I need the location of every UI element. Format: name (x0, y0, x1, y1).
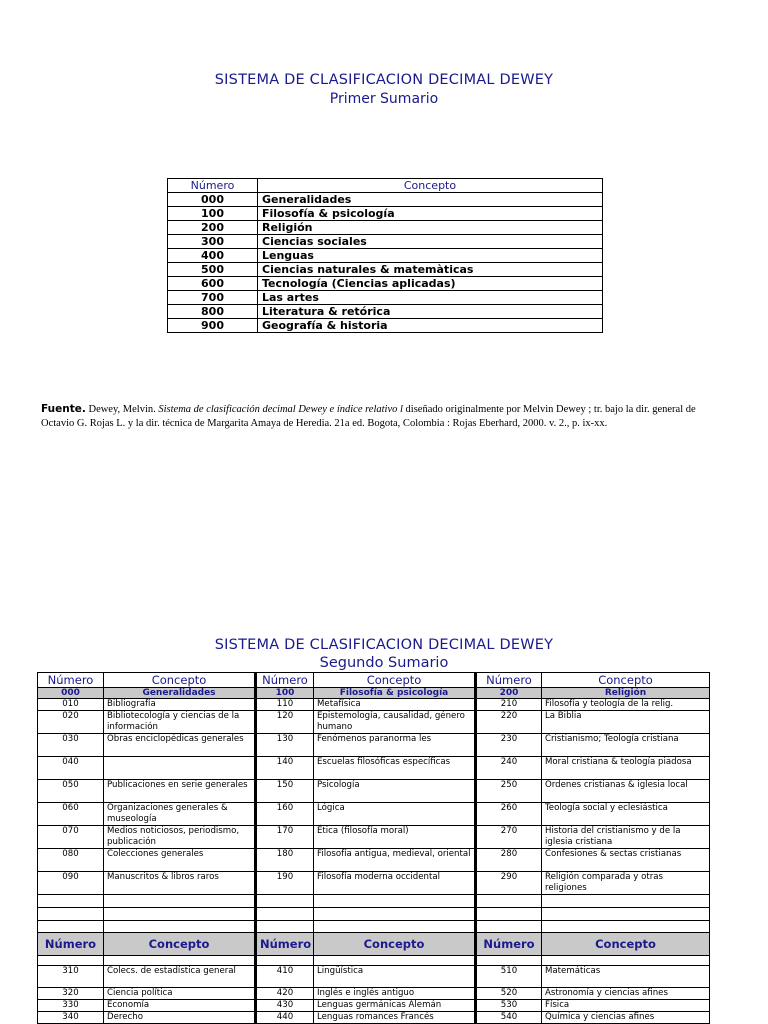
table-row (168, 207, 603, 221)
table-row (168, 305, 603, 319)
numero-cell: 320 (38, 988, 104, 1000)
concepto-cell: Lenguas (258, 249, 603, 263)
numero-cell: 050 (38, 780, 104, 803)
concepto-cell: Psicología (314, 780, 476, 803)
concepto-cell: Ética (filosofía moral) (314, 826, 476, 849)
concepto-cell: Ciencias naturales & matemàticas (258, 263, 603, 277)
concepto-cell: Lenguas germánicas Alemán (314, 1000, 476, 1012)
table-row (38, 780, 710, 803)
table-header-row (168, 179, 603, 193)
numero-cell: 700 (168, 291, 258, 305)
concepto-cell: Astronomía y ciencias afines (542, 988, 710, 1000)
concepto-cell: Filosofía moderna occidental (314, 872, 476, 895)
numero-cell: 190 (256, 872, 314, 895)
numero-cell: 800 (168, 305, 258, 319)
concepto-cell: Medios noticiosos, periodismo, publicación (104, 826, 256, 849)
primer-title: SISTEMA DE CLASIFICACION DECIMAL DEWEY (214, 72, 554, 88)
concepto-cell: Inglés e inglés antiguo (314, 988, 476, 1000)
numero-cell: 120 (256, 711, 314, 734)
col-header-concepto: Concepto (542, 933, 710, 956)
numero-cell (476, 956, 542, 966)
table-row (168, 291, 603, 305)
numero-cell: 060 (38, 803, 104, 826)
numero-cell: 280 (476, 849, 542, 872)
col-header-concepto: Concepto (104, 673, 256, 688)
numero-cell: 000 (38, 688, 104, 699)
col-header-numero: Número (38, 673, 104, 688)
fuente-author: Dewey, Melvin. (88, 404, 156, 415)
numero-cell: 430 (256, 1000, 314, 1012)
numero-cell: 290 (476, 872, 542, 895)
numero-cell: 090 (38, 872, 104, 895)
numero-cell: 040 (38, 757, 104, 780)
concepto-cell: Lingüística (314, 966, 476, 988)
concepto-cell: Confesiones & sectas cristianas (542, 849, 710, 872)
numero-cell: 230 (476, 734, 542, 757)
concepto-cell: Generalidades (104, 688, 256, 699)
segundo-subtitle: Segundo Sumario (319, 655, 449, 671)
col-header-numero: Número (476, 673, 542, 688)
numero-cell: 310 (38, 966, 104, 988)
concepto-cell: Matemáticas (542, 966, 710, 988)
col-header-concepto: Concepto (314, 933, 476, 956)
numero-cell (38, 895, 104, 908)
table-row (38, 872, 710, 895)
concepto-cell: Colecciones generales (104, 849, 256, 872)
col-header-numero: Número (476, 933, 542, 956)
concepto-cell: Economía (104, 1000, 256, 1012)
concepto-cell: Bibliotecología y ciencias de la información (104, 711, 256, 734)
table-row (38, 966, 710, 988)
numero-cell (256, 921, 314, 933)
table-row (168, 193, 603, 207)
numero-cell (476, 908, 542, 921)
primer-sumario-table (167, 178, 603, 333)
concepto-cell (104, 757, 256, 780)
numero-cell: 150 (256, 780, 314, 803)
numero-cell: 530 (476, 1000, 542, 1012)
concepto-cell: Teología social y eclesiástica (542, 803, 710, 826)
col-header-numero: Número (168, 179, 258, 193)
numero-cell: 340 (38, 1012, 104, 1024)
table-row (38, 849, 710, 872)
table-row (168, 235, 603, 249)
numero-cell: 420 (256, 988, 314, 1000)
numero-cell: 000 (168, 193, 258, 207)
numero-cell: 260 (476, 803, 542, 826)
table-row (168, 277, 603, 291)
numero-cell: 900 (168, 319, 258, 333)
table-row (38, 1012, 710, 1024)
concepto-cell: Metafísica (314, 699, 476, 711)
numero-cell: 520 (476, 988, 542, 1000)
numero-cell (476, 921, 542, 933)
table-row (38, 908, 710, 921)
col-header-numero: Número (256, 673, 314, 688)
table-row (168, 319, 603, 333)
concepto-cell: Filosofía & psicología (314, 688, 476, 699)
concepto-cell (314, 921, 476, 933)
table-row (38, 711, 710, 734)
numero-cell: 180 (256, 849, 314, 872)
numero-cell: 010 (38, 699, 104, 711)
concepto-cell: Bibliografía (104, 699, 256, 711)
concepto-cell: Escuelas filosóficas específicas (314, 757, 476, 780)
concepto-cell: Obras enciclopédicas generales (104, 734, 256, 757)
numero-cell (256, 908, 314, 921)
fuente-title: Sistema de clasificación decimal Dewey e índice relativo l (158, 404, 403, 415)
concepto-cell: Publicaciones en serie generales (104, 780, 256, 803)
concepto-cell: Historia del cristianismo y de la iglesia cristiana (542, 826, 710, 849)
concepto-cell (104, 956, 256, 966)
table-header-row (38, 673, 710, 688)
concepto-cell: Lenguas romances Francés (314, 1012, 476, 1024)
concepto-cell: Cristianismo; Teología cristiana (542, 734, 710, 757)
numero-cell: 100 (256, 688, 314, 699)
concepto-cell: Derecho (104, 1012, 256, 1024)
concepto-cell (314, 908, 476, 921)
numero-cell (256, 895, 314, 908)
numero-cell: 020 (38, 711, 104, 734)
concepto-cell: Religión (542, 688, 710, 699)
table-row (38, 803, 710, 826)
col-header-concepto: Concepto (314, 673, 476, 688)
concepto-cell: Manuscritos & libros raros (104, 872, 256, 895)
concepto-cell: Ciencias sociales (258, 235, 603, 249)
concepto-cell: Epistemología, causalidad, género humano (314, 711, 476, 734)
fuente-label: Fuente. (41, 403, 86, 415)
concepto-cell: Filosofía & psicología (258, 207, 603, 221)
concepto-cell: Ordenes cristianas & iglesia local (542, 780, 710, 803)
numero-cell: 270 (476, 826, 542, 849)
segundo-sumario-table (37, 672, 710, 1024)
concepto-cell (104, 921, 256, 933)
concepto-cell (104, 908, 256, 921)
col-header-concepto: Concepto (542, 673, 710, 688)
concepto-cell: Filosofía antigua, medieval, oriental (314, 849, 476, 872)
numero-cell: 410 (256, 966, 314, 988)
numero-cell: 200 (476, 688, 542, 699)
numero-cell: 210 (476, 699, 542, 711)
concepto-cell: Las artes (258, 291, 603, 305)
numero-cell: 110 (256, 699, 314, 711)
numero-cell: 220 (476, 711, 542, 734)
numero-cell: 540 (476, 1012, 542, 1024)
table-header-row (38, 933, 710, 956)
segundo-title: SISTEMA DE CLASIFICACION DECIMAL DEWEY (214, 637, 554, 653)
numero-cell: 330 (38, 1000, 104, 1012)
concepto-cell: Fenómenos paranorma les (314, 734, 476, 757)
table-row (38, 956, 710, 966)
numero-cell: 440 (256, 1012, 314, 1024)
numero-cell: 500 (168, 263, 258, 277)
numero-cell: 130 (256, 734, 314, 757)
table-row (38, 921, 710, 933)
numero-cell: 140 (256, 757, 314, 780)
concepto-cell: Organizaciones generales & museología (104, 803, 256, 826)
concepto-cell: Literatura & retórica (258, 305, 603, 319)
concepto-cell (542, 956, 710, 966)
concepto-cell: Religión (258, 221, 603, 235)
table-row (38, 1000, 710, 1012)
concepto-cell: Colecs. de estadística general (104, 966, 256, 988)
numero-cell: 070 (38, 826, 104, 849)
concepto-cell (104, 895, 256, 908)
concepto-cell (542, 908, 710, 921)
concepto-cell (542, 895, 710, 908)
table-row (168, 263, 603, 277)
primer-subtitle: Primer Sumario (329, 91, 439, 107)
table-row (38, 757, 710, 780)
fuente-rest: diseñado originalmente por Melvin Dewey ; tr. bajo la dir. general de Octavio G. Rojas L. y la dir. técnica de Margarita Amaya de Heredia. 21a ed. Bogota, Colombia : Rojas Eberhard, 2000. v. 2., p. ix-xx. (41, 404, 696, 429)
numero-cell: 170 (256, 826, 314, 849)
concepto-cell: Moral cristiana & teología piadosa (542, 757, 710, 780)
table-row (38, 988, 710, 1000)
concepto-cell: Lógica (314, 803, 476, 826)
numero-cell (256, 956, 314, 966)
concepto-cell: La Biblia (542, 711, 710, 734)
table-row (38, 734, 710, 757)
numero-cell (476, 895, 542, 908)
numero-cell: 030 (38, 734, 104, 757)
numero-cell (38, 908, 104, 921)
concepto-cell: Religión comparada y otras religiones (542, 872, 710, 895)
table-row (38, 895, 710, 908)
table-row (168, 249, 603, 263)
numero-cell (38, 956, 104, 966)
numero-cell: 160 (256, 803, 314, 826)
concepto-cell: Geografía & historia (258, 319, 603, 333)
numero-cell: 200 (168, 221, 258, 235)
numero-cell (38, 921, 104, 933)
concepto-cell: Generalidades (258, 193, 603, 207)
table-row (38, 699, 710, 711)
table-row (38, 826, 710, 849)
numero-cell: 250 (476, 780, 542, 803)
concepto-cell (314, 956, 476, 966)
concepto-cell: Física (542, 1000, 710, 1012)
table-row (168, 221, 603, 235)
concepto-cell: Tecnología (Ciencias aplicadas) (258, 277, 603, 291)
numero-cell: 100 (168, 207, 258, 221)
col-header-numero: Número (256, 933, 314, 956)
concepto-cell (314, 895, 476, 908)
numero-cell: 600 (168, 277, 258, 291)
col-header-numero: Número (38, 933, 104, 956)
col-header-concepto: Concepto (258, 179, 603, 193)
col-header-concepto: Concepto (104, 933, 256, 956)
numero-cell: 240 (476, 757, 542, 780)
numero-cell: 080 (38, 849, 104, 872)
concepto-cell: Filosofía y teología de la relig. (542, 699, 710, 711)
concepto-cell: Química y ciencias afines (542, 1012, 710, 1024)
division-row (38, 688, 710, 699)
concepto-cell (542, 921, 710, 933)
concepto-cell: Ciencia política (104, 988, 256, 1000)
fuente-citation (41, 402, 721, 431)
numero-cell: 300 (168, 235, 258, 249)
numero-cell: 400 (168, 249, 258, 263)
numero-cell: 510 (476, 966, 542, 988)
